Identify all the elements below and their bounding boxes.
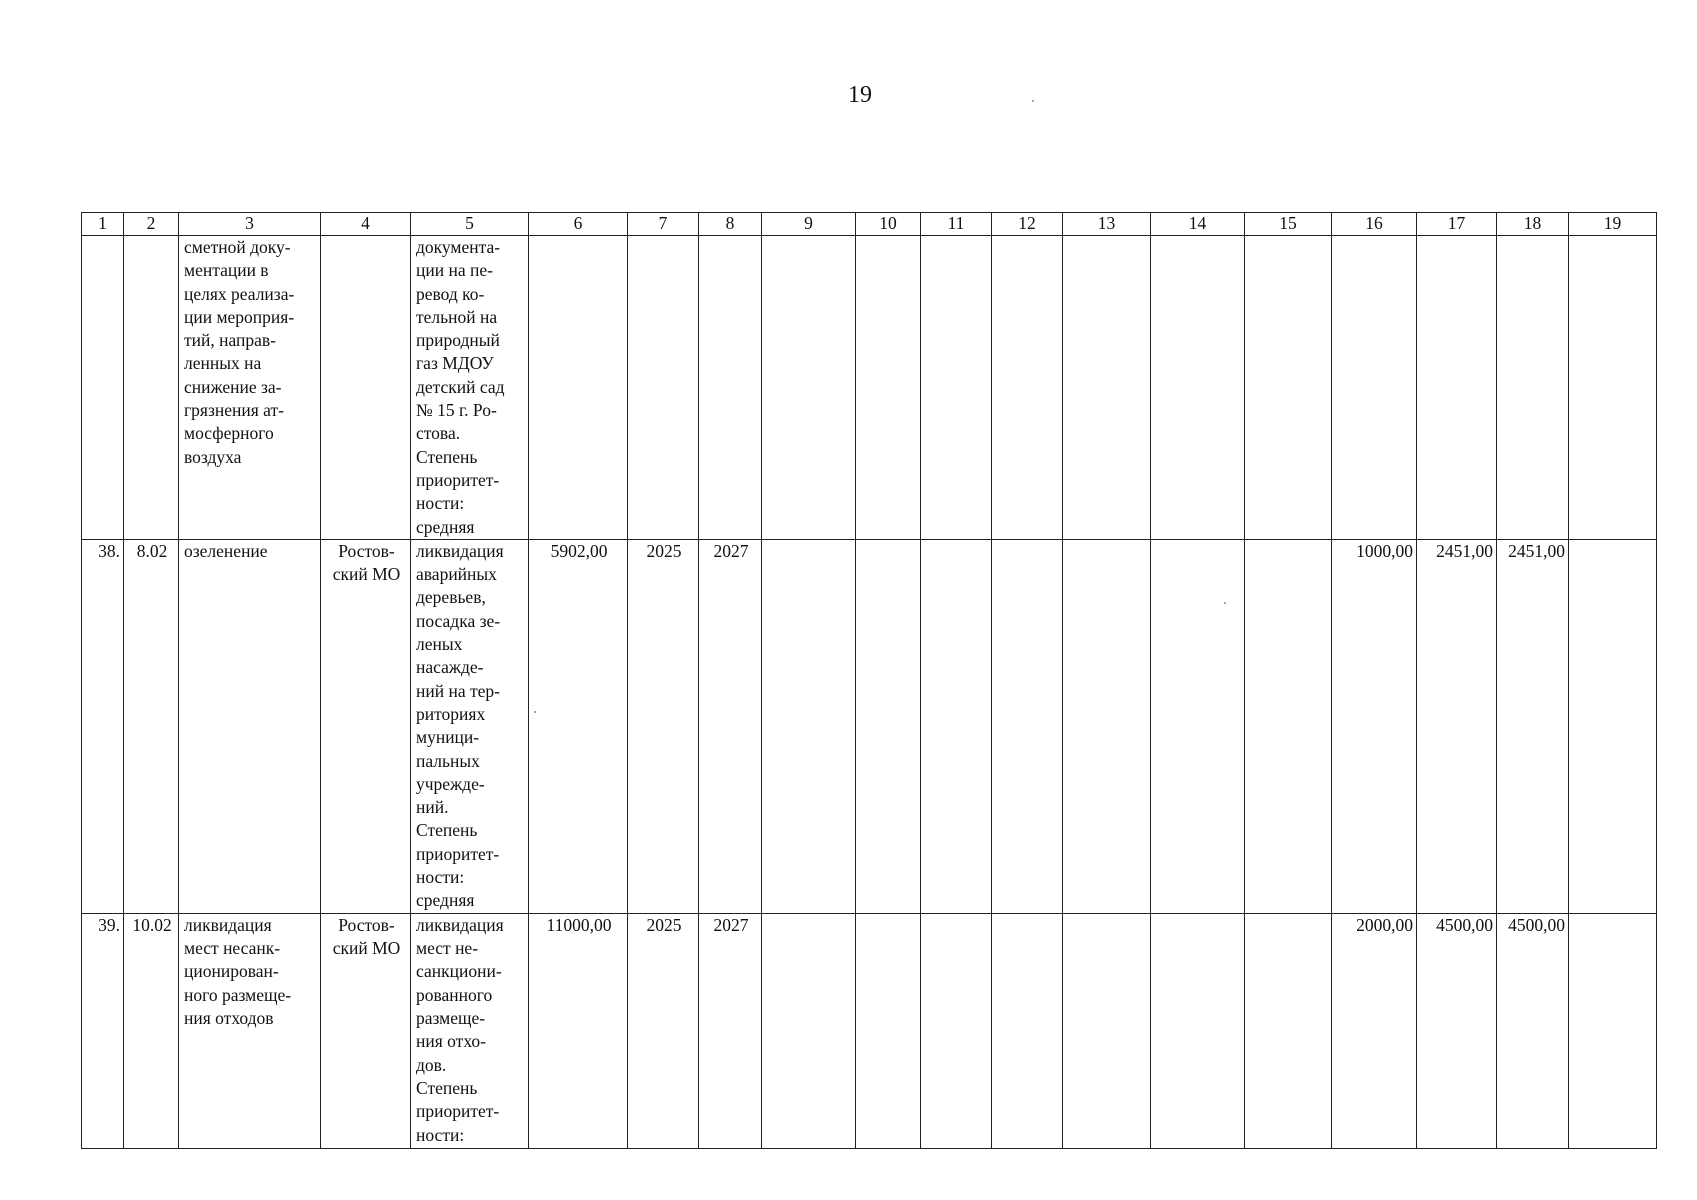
empty-cell <box>992 539 1063 913</box>
start-year-cell: 2025 <box>628 913 699 1148</box>
empty-cell <box>1245 236 1332 540</box>
funding-cell <box>1497 236 1569 540</box>
column-number: 1 <box>82 213 124 236</box>
description-cell: документа- ции на пе- ревод ко- тельной на природный газ МДОУ детский сад № 15 г. Ро- стова. Степень приоритет- ности: средняя <box>411 236 529 540</box>
empty-cell <box>762 913 856 1148</box>
funding-cell: 2000,00 <box>1332 913 1417 1148</box>
total-cost-cell <box>529 236 628 540</box>
column-number: 17 <box>1417 213 1497 236</box>
empty-cell <box>1569 539 1657 913</box>
empty-cell <box>921 913 992 1148</box>
column-number: 5 <box>411 213 529 236</box>
empty-cell <box>992 913 1063 1148</box>
column-number: 9 <box>762 213 856 236</box>
municipality-cell: Ростов- ский МО <box>321 913 411 1148</box>
row-number-cell: 38. <box>82 539 124 913</box>
column-number: 12 <box>992 213 1063 236</box>
end-year-cell: 2027 <box>699 913 762 1148</box>
column-number: 8 <box>699 213 762 236</box>
empty-cell <box>1569 913 1657 1148</box>
funding-cell: 2451,00 <box>1497 539 1569 913</box>
measure-name-cell: ликвидация мест несанк- ционирован- ного размеще- ния отходов <box>179 913 321 1148</box>
column-number: 14 <box>1151 213 1245 236</box>
column-number: 6 <box>529 213 628 236</box>
empty-cell <box>762 236 856 540</box>
page-number: 19 <box>848 82 872 108</box>
column-number-row <box>82 213 1657 236</box>
funding-cell: 2451,00 <box>1417 539 1497 913</box>
column-number: 7 <box>628 213 699 236</box>
column-number: 11 <box>921 213 992 236</box>
end-year-cell: 2027 <box>699 539 762 913</box>
column-number: 15 <box>1245 213 1332 236</box>
description-cell: ликвидация мест не- санкциони- рованного размеще- ния отхо- дов. Степень приоритет- ности: <box>411 913 529 1148</box>
empty-cell <box>762 539 856 913</box>
column-number: 18 <box>1497 213 1569 236</box>
row-number-cell: 39. <box>82 913 124 1148</box>
column-number: 3 <box>179 213 321 236</box>
empty-cell <box>856 539 921 913</box>
empty-cell <box>1245 913 1332 1148</box>
municipality-cell <box>321 236 411 540</box>
empty-cell <box>921 236 992 540</box>
total-cost-cell: 11000,00 <box>529 913 628 1148</box>
code-cell: 8.02 <box>124 539 179 913</box>
measures-table <box>81 212 1657 1149</box>
municipality-cell: Ростов- ский МО <box>321 539 411 913</box>
empty-cell <box>1063 913 1151 1148</box>
empty-cell <box>1063 539 1151 913</box>
table-row <box>82 539 1657 913</box>
empty-cell <box>856 236 921 540</box>
funding-cell: 4500,00 <box>1497 913 1569 1148</box>
empty-cell <box>992 236 1063 540</box>
column-number: 19 <box>1569 213 1657 236</box>
table-row <box>82 913 1657 1148</box>
empty-cell <box>1569 236 1657 540</box>
row-number-cell <box>82 236 124 540</box>
column-number: 13 <box>1063 213 1151 236</box>
funding-cell <box>1332 236 1417 540</box>
column-number: 10 <box>856 213 921 236</box>
empty-cell <box>1151 539 1245 913</box>
funding-cell: 1000,00 <box>1332 539 1417 913</box>
start-year-cell <box>628 236 699 540</box>
empty-cell <box>1063 236 1151 540</box>
end-year-cell <box>699 236 762 540</box>
measure-name-cell: озеленение <box>179 539 321 913</box>
table-row <box>82 236 1657 540</box>
start-year-cell: 2025 <box>628 539 699 913</box>
funding-cell: 4500,00 <box>1417 913 1497 1148</box>
scan-speck <box>1032 100 1034 102</box>
total-cost-cell: 5902,00 <box>529 539 628 913</box>
description-cell: ликвидация аварийных деревьев, посадка зе- леных насажде- ний на тер- риториях муници- пальных учрежде- ний. Степень приоритет- ности: средняя <box>411 539 529 913</box>
empty-cell <box>1151 236 1245 540</box>
column-number: 2 <box>124 213 179 236</box>
measure-name-cell: сметной доку- ментации в целях реализа- ции мероприя- тий, направ- ленных на снижение за- грязнения ат- мосферного воздуха <box>179 236 321 540</box>
column-number: 4 <box>321 213 411 236</box>
code-cell: 10.02 <box>124 913 179 1148</box>
empty-cell <box>1245 539 1332 913</box>
empty-cell <box>1151 913 1245 1148</box>
funding-cell <box>1417 236 1497 540</box>
code-cell <box>124 236 179 540</box>
empty-cell <box>921 539 992 913</box>
column-number: 16 <box>1332 213 1417 236</box>
empty-cell <box>856 913 921 1148</box>
